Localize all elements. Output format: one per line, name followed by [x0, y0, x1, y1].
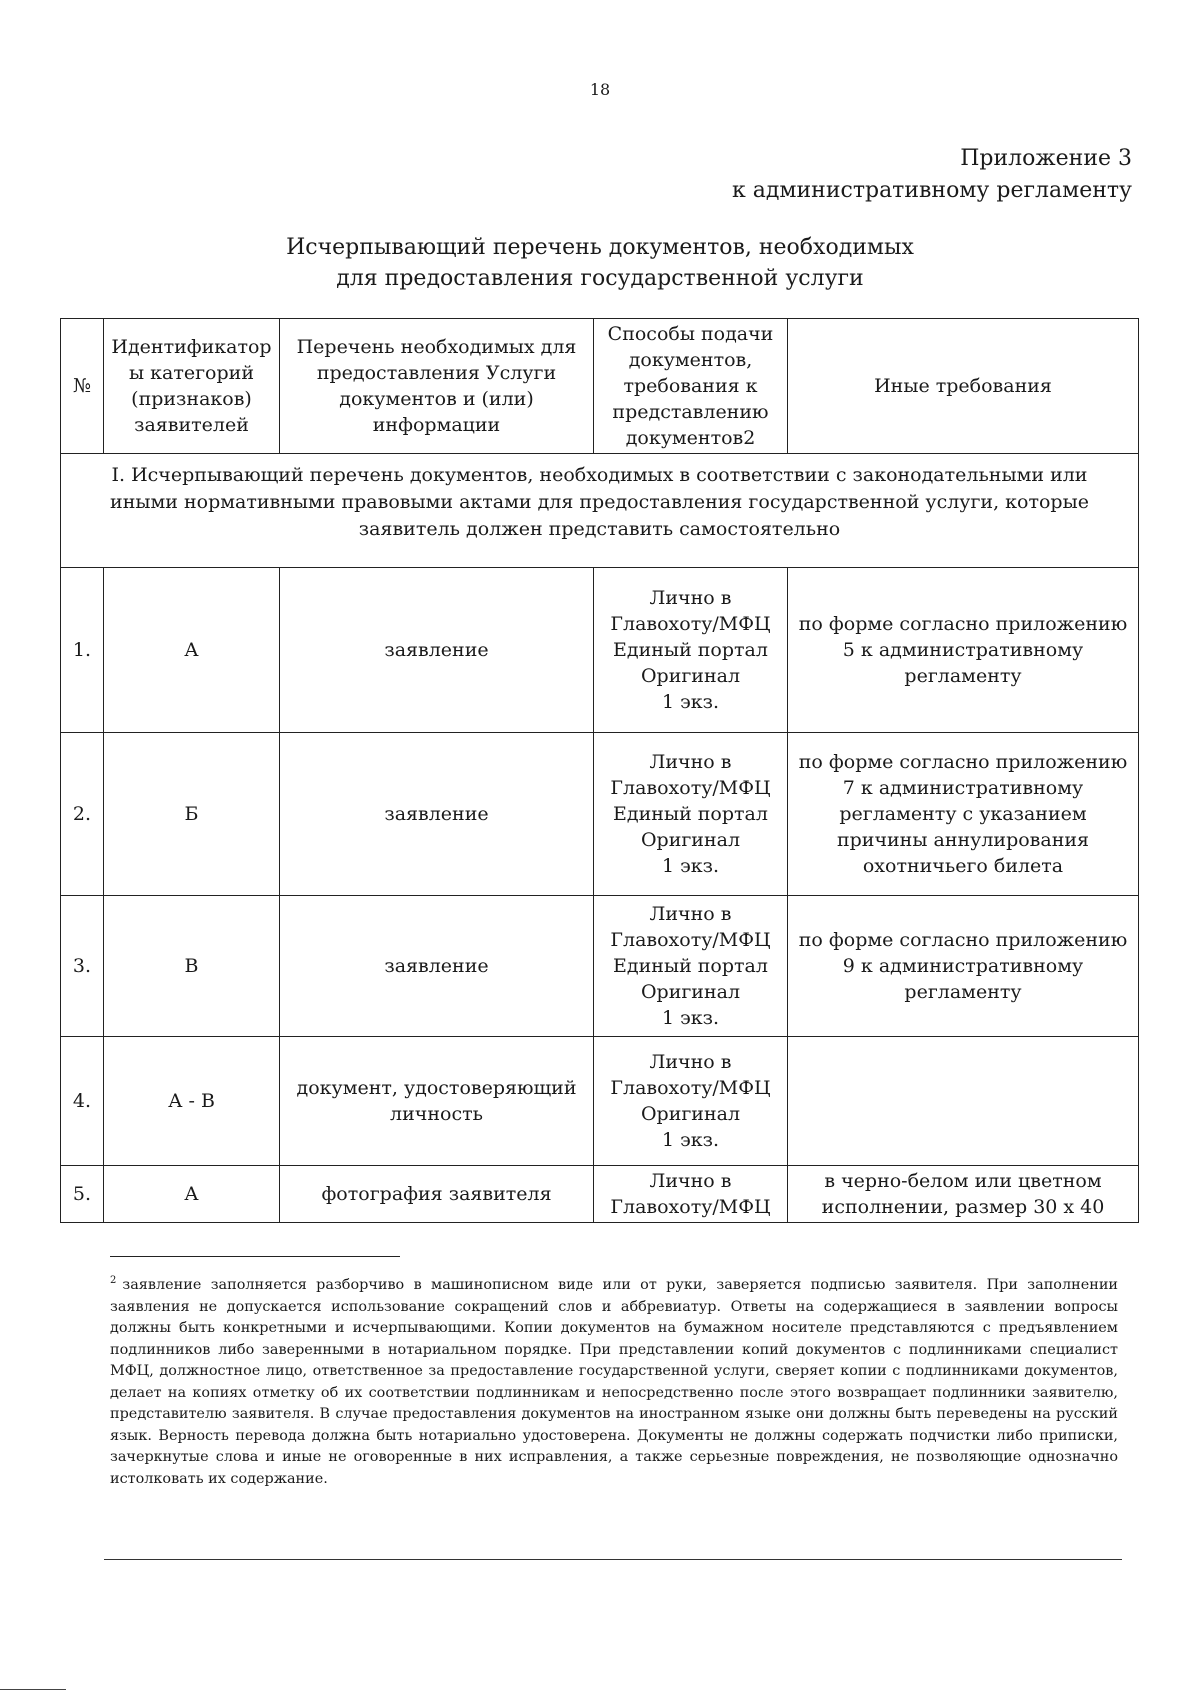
- table-row: [61, 568, 1139, 733]
- row-methods: [594, 896, 788, 1037]
- method-line: Лично в: [649, 587, 732, 609]
- header-category: Идентификаторы категорий (признаков) заявителей: [104, 319, 280, 454]
- row-other-requirements: в черно-белом или цветном исполнении, размер 30 x 40: [788, 1166, 1139, 1223]
- row-document: фотография заявителя: [280, 1166, 594, 1223]
- method-line: Оригинал: [640, 665, 741, 687]
- row-methods: [594, 568, 788, 733]
- row-number: 4.: [61, 1037, 104, 1166]
- row-document: заявление: [280, 896, 594, 1037]
- row-other-requirements: по форме согласно приложению 5 к административному регламенту: [788, 568, 1139, 733]
- row-category: А: [104, 1166, 280, 1223]
- section-row: [61, 454, 1139, 568]
- row-other-requirements: [788, 1037, 1139, 1166]
- table-header-row: [61, 319, 1139, 454]
- row-category: А: [104, 568, 280, 733]
- appendix-label: [732, 143, 1132, 207]
- method-line: Главохоту/МФЦ: [610, 613, 771, 635]
- method-line: Главохоту/МФЦ: [610, 929, 771, 951]
- method-line: 1 экз.: [661, 1007, 720, 1029]
- method-line: 1 экз.: [661, 691, 720, 713]
- method-line: Оригинал: [640, 1103, 741, 1125]
- row-document: документ, удостоверяющий личность: [280, 1037, 594, 1166]
- method-line: Лично в: [649, 903, 732, 925]
- method-line: Лично в: [649, 1170, 732, 1192]
- row-document: заявление: [280, 733, 594, 896]
- method-line: 1 экз.: [661, 1129, 720, 1151]
- row-number: 2.: [61, 733, 104, 896]
- method-line: Лично в: [649, 751, 732, 773]
- footnote-marker: 2: [110, 1275, 117, 1286]
- footnote-bottom-line: [104, 1559, 1122, 1560]
- method-line: 1 экз.: [661, 855, 720, 877]
- table-row: [61, 896, 1139, 1037]
- header-other: Иные требования: [788, 319, 1139, 454]
- header-number: №: [61, 319, 104, 454]
- row-methods: [594, 733, 788, 896]
- footnote-text: заявление заполняется разборчиво в машинописном виде или от руки, заверяется подписью заявителя. При заполнении заявления не допускается использование сокращений слов и аббревиатур. Ответы на содержащиеся в заявлении вопросы должны быть конкретными и исчерпывающими. Копии документов на бумажном носителе представляются с предъявлением подлинников либо заверенными в нотариальном порядке. При представлении копий документов с подлинниками специалист МФЦ, должностное лицо, ответственное за предоставление государственной услуги, сверяет копии с подлинниками документов, делает на копиях отметку об их соответствии подлинникам и непосредственно после этого возвращает подлинники заявителю, представителю заявителя. В случае предоставления документов на иностранном языке они должны быть переведены на русский язык. Верность перевода должна быть нотариально удостоверена. Документы не должны содержать подчистки либо приписки, зачеркнутые слова и иные не оговоренные в них исправления, а также серьезные повреждения, не позволяющие однозначно истолковать их содержание.: [110, 1277, 1118, 1487]
- documents-table: [60, 318, 1139, 1223]
- row-category: Б: [104, 733, 280, 896]
- document-title-line-2: для предоставления государственной услуги: [336, 266, 864, 291]
- footnote: [110, 1270, 1118, 1490]
- document-title: [0, 232, 1200, 294]
- method-line: Единый портал: [613, 955, 768, 977]
- method-line: Лично в: [649, 1051, 732, 1073]
- row-category: В: [104, 896, 280, 1037]
- page-number: 18: [589, 80, 611, 99]
- appendix-line-1: Приложение 3: [960, 146, 1132, 171]
- table-row: [61, 1166, 1139, 1223]
- method-line: Главохоту/МФЦ: [610, 777, 771, 799]
- header-methods: Способы подачи документов, требования к представлению документов2: [594, 319, 788, 454]
- section-title: I. Исчерпывающий перечень документов, необходимых в соответствии с законодательными или иными нормативными правовыми актами для предоставления государственной услуги, которые заявитель должен представить самостоятельно: [61, 454, 1139, 568]
- method-line: Оригинал: [640, 829, 741, 851]
- row-methods: [594, 1166, 788, 1223]
- row-number: 1.: [61, 568, 104, 733]
- row-number: 3.: [61, 896, 104, 1037]
- row-other-requirements: по форме согласно приложению 7 к административному регламенту с указанием причины аннулирования охотничьего билета: [788, 733, 1139, 896]
- header-document: Перечень необходимых для предоставления Услуги документов и (или) информации: [280, 319, 594, 454]
- table-row: [61, 733, 1139, 896]
- footnote-separator: [110, 1256, 400, 1257]
- method-line: Единый портал: [613, 639, 768, 661]
- row-number: 5.: [61, 1166, 104, 1223]
- table-row: [61, 1037, 1139, 1166]
- row-methods: [594, 1037, 788, 1166]
- document-title-line-1: Исчерпывающий перечень документов, необходимых: [286, 235, 914, 260]
- method-line: Оригинал: [640, 981, 741, 1003]
- scan-edge-mark: [0, 1689, 66, 1690]
- appendix-line-2: к административному регламенту: [731, 178, 1132, 203]
- method-line: Главохоту/МФЦ: [610, 1077, 771, 1099]
- method-line: Единый портал: [613, 803, 768, 825]
- method-line: Главохоту/МФЦ: [610, 1196, 771, 1218]
- row-other-requirements: по форме согласно приложению 9 к административному регламенту: [788, 896, 1139, 1037]
- row-category: А - В: [104, 1037, 280, 1166]
- row-document: заявление: [280, 568, 594, 733]
